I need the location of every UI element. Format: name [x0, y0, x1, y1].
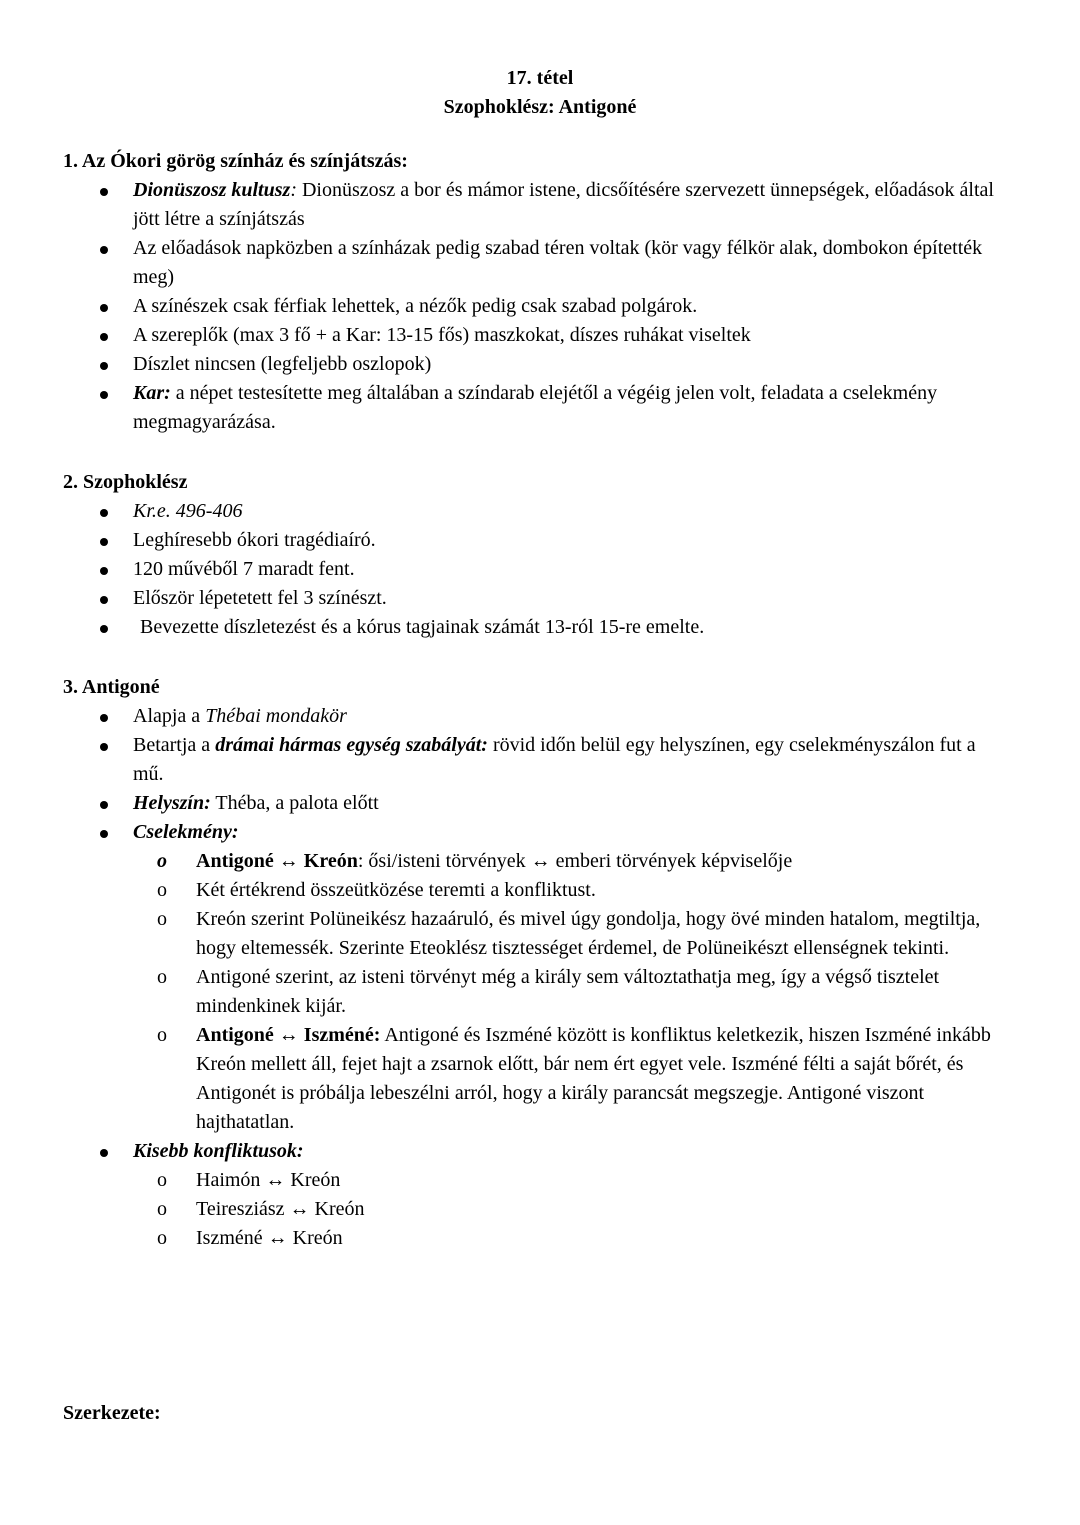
section-greek-theatre: [0, 147, 1010, 437]
list-item: [0, 234, 1010, 292]
list-item: [0, 613, 1010, 642]
sub-list-item: [0, 1224, 1010, 1253]
bullet-marker: [100, 1137, 133, 1166]
list-item-text: 120 művéből 7 maradt fent.: [133, 558, 355, 580]
bullet-marker: [100, 789, 133, 818]
sub-list-item-text: Teiresziász ↔ Kreón: [196, 1198, 365, 1220]
o-bullet-marker: o: [157, 1198, 167, 1220]
sub-list-item-text: Haimón ↔ Kreón: [196, 1169, 341, 1191]
list-item: [0, 1137, 1010, 1166]
bullet-disc-icon: [100, 362, 108, 370]
sub-list-item: [0, 876, 1010, 905]
bullet-disc-icon: [100, 830, 108, 838]
list-item-text: Kisebb konfliktusok:: [133, 1140, 304, 1162]
bullet-marker: [100, 234, 133, 292]
bullet-marker: [100, 584, 133, 613]
bullet-disc-icon: [100, 567, 108, 575]
bullet-disc-icon: [100, 188, 108, 196]
list-item: [0, 555, 1010, 584]
o-bullet-marker: o: [157, 1024, 167, 1046]
bullet-marker: [100, 379, 133, 437]
bullet-marker: [100, 613, 133, 642]
list-item-text: Először lépetetett fel 3 színészt.: [133, 587, 387, 609]
o-bullet-marker: o: [157, 908, 167, 930]
bullet-disc-icon: [100, 538, 108, 546]
list-item: [0, 789, 1010, 818]
sub-list-item-text: Kreón szerint Polüneikész hazaáruló, és mivel úgy gondolja, hogy övé minden hatalom, megtiltja, hogy eltemessék. Szerinte Eteoklész tisztességet érdemel, de Polüneikészt ellenségnek tekinti.: [196, 908, 981, 959]
sub-list-item-text: Antigoné ↔ Iszméné: Antigoné és Iszméné között is konfliktus keletkezik, hiszen Iszméné inkább Kreón mellett áll, fejet hajt a zsarnok előtt, bár nem ért egyet vele. Iszméné félti a saját bőrét, és Antigonét is próbálja lebeszélni arról, hogy a király parancsát megszegje. Antigoné viszont hajthatatlan.: [196, 1024, 991, 1133]
sub-list-item-text: Antigoné ↔ Kreón: ősi/isteni törvények ↔ emberi törvények képviselője: [196, 850, 793, 872]
list-item-text: A szereplők (max 3 fő + a Kar: 13-15 fős) maszkokat, díszes ruhákat viseltek: [133, 324, 751, 346]
sub-list-item: [0, 905, 1010, 963]
bullet-disc-icon: [100, 801, 108, 809]
sub-list-item: [0, 1166, 1010, 1195]
list-item-text: Leghíresebb ókori tragédiaíró.: [133, 529, 376, 551]
list-item: [0, 292, 1010, 321]
list-item: [0, 350, 1010, 379]
list-item-text: Cselekmény:: [133, 821, 239, 843]
document-title: [0, 64, 1080, 122]
sub-list-item-text: Két értékrend összeütközése teremti a konfliktust.: [196, 879, 596, 901]
bullet-marker: [100, 526, 133, 555]
bullet-disc-icon: [100, 625, 108, 633]
title-line-1: 17. tétel: [506, 67, 574, 89]
list-item: [0, 818, 1010, 847]
bullet-marker: [100, 702, 133, 731]
o-bullet-marker: o: [157, 850, 167, 872]
list-item-text: Díszlet nincsen (legfeljebb oszlopok): [133, 353, 432, 375]
list-item-text: Bevezette díszletezést és a kórus tagjainak számát 13-ról 15-re emelte.: [140, 616, 705, 638]
bullet-disc-icon: [100, 304, 108, 312]
list-item-text: Az előadások napközben a színházak pedig szabad téren voltak (kör vagy félkör alak, dombokon építették meg): [133, 237, 983, 288]
structure-label: Szerkezete:: [63, 1402, 161, 1424]
sub-list-item: [0, 963, 1010, 1021]
document-body: [0, 147, 1010, 1428]
list-item-text: A színészek csak férfiak lehettek, a nézők pedig csak szabad polgárok.: [133, 295, 698, 317]
list-item-text: Dionüszosz kultusz: Dionüszosz a bor és mámor istene, dicsőítésére szervezett ünnepségek, előadások által jött létre a színjátszás: [133, 179, 994, 230]
title-line-2: Szophoklész: Antigoné: [443, 96, 637, 118]
list-item: [0, 176, 1010, 234]
section-3-heading: 3. Antigoné: [63, 676, 160, 698]
section-sophocles: [0, 468, 1010, 642]
list-item-text: Betartja a drámai hármas egység szabályát: rövid időn belül egy helyszínen, egy cselekményszálon fut a mű.: [133, 734, 976, 785]
sub-list-item: [0, 1195, 1010, 1224]
list-item: [0, 379, 1010, 437]
list-item: [0, 731, 1010, 789]
list-item: [0, 321, 1010, 350]
list-item: [0, 526, 1010, 555]
bullet-disc-icon: [100, 509, 108, 517]
bullet-disc-icon: [100, 333, 108, 341]
bullet-marker: [100, 555, 133, 584]
bullet-marker: [100, 731, 133, 789]
sub-list-item-text: Antigoné szerint, az isteni törvényt még a király sem változtathatja meg, így a végső tisztelet mindenkinek kijár.: [196, 966, 940, 1017]
list-item: [0, 584, 1010, 613]
section-antigone: [0, 673, 1010, 1253]
list-item-text: Helyszín: Théba, a palota előtt: [133, 792, 379, 814]
list-item-text: Kar: a népet testesítette meg általában a színdarab elejétől a végéig jelen volt, feladata a cselekmény megmagyarázása.: [133, 382, 938, 433]
bullet-disc-icon: [100, 391, 108, 399]
bullet-marker: [100, 497, 133, 526]
bullet-disc-icon: [100, 246, 108, 254]
o-bullet-marker: o: [157, 966, 167, 988]
bullet-marker: [100, 292, 133, 321]
list-item: [0, 497, 1010, 526]
section-2-heading: 2. Szophoklész: [63, 471, 188, 493]
o-bullet-marker: o: [157, 1227, 167, 1249]
sub-list-item-text: Iszméné ↔ Kreón: [196, 1227, 343, 1249]
bullet-disc-icon: [100, 596, 108, 604]
o-bullet-marker: o: [157, 1169, 167, 1191]
o-bullet-marker: o: [157, 879, 167, 901]
sub-list-item: [0, 1021, 1010, 1137]
bullet-marker: [100, 176, 133, 234]
bullet-disc-icon: [100, 1149, 108, 1157]
sub-list-item: [0, 847, 1010, 876]
bullet-marker: [100, 321, 133, 350]
bullet-disc-icon: [100, 743, 108, 751]
bullet-marker: [100, 818, 133, 847]
bullet-disc-icon: [100, 714, 108, 722]
section-1-heading: 1. Az Ókori görög színház és színjátszás:: [63, 150, 408, 172]
list-item-text: Kr.e. 496-406: [133, 500, 243, 522]
bullet-marker: [100, 350, 133, 379]
list-item: [0, 702, 1010, 731]
list-item-text: Alapja a Thébai mondakör: [133, 705, 347, 727]
